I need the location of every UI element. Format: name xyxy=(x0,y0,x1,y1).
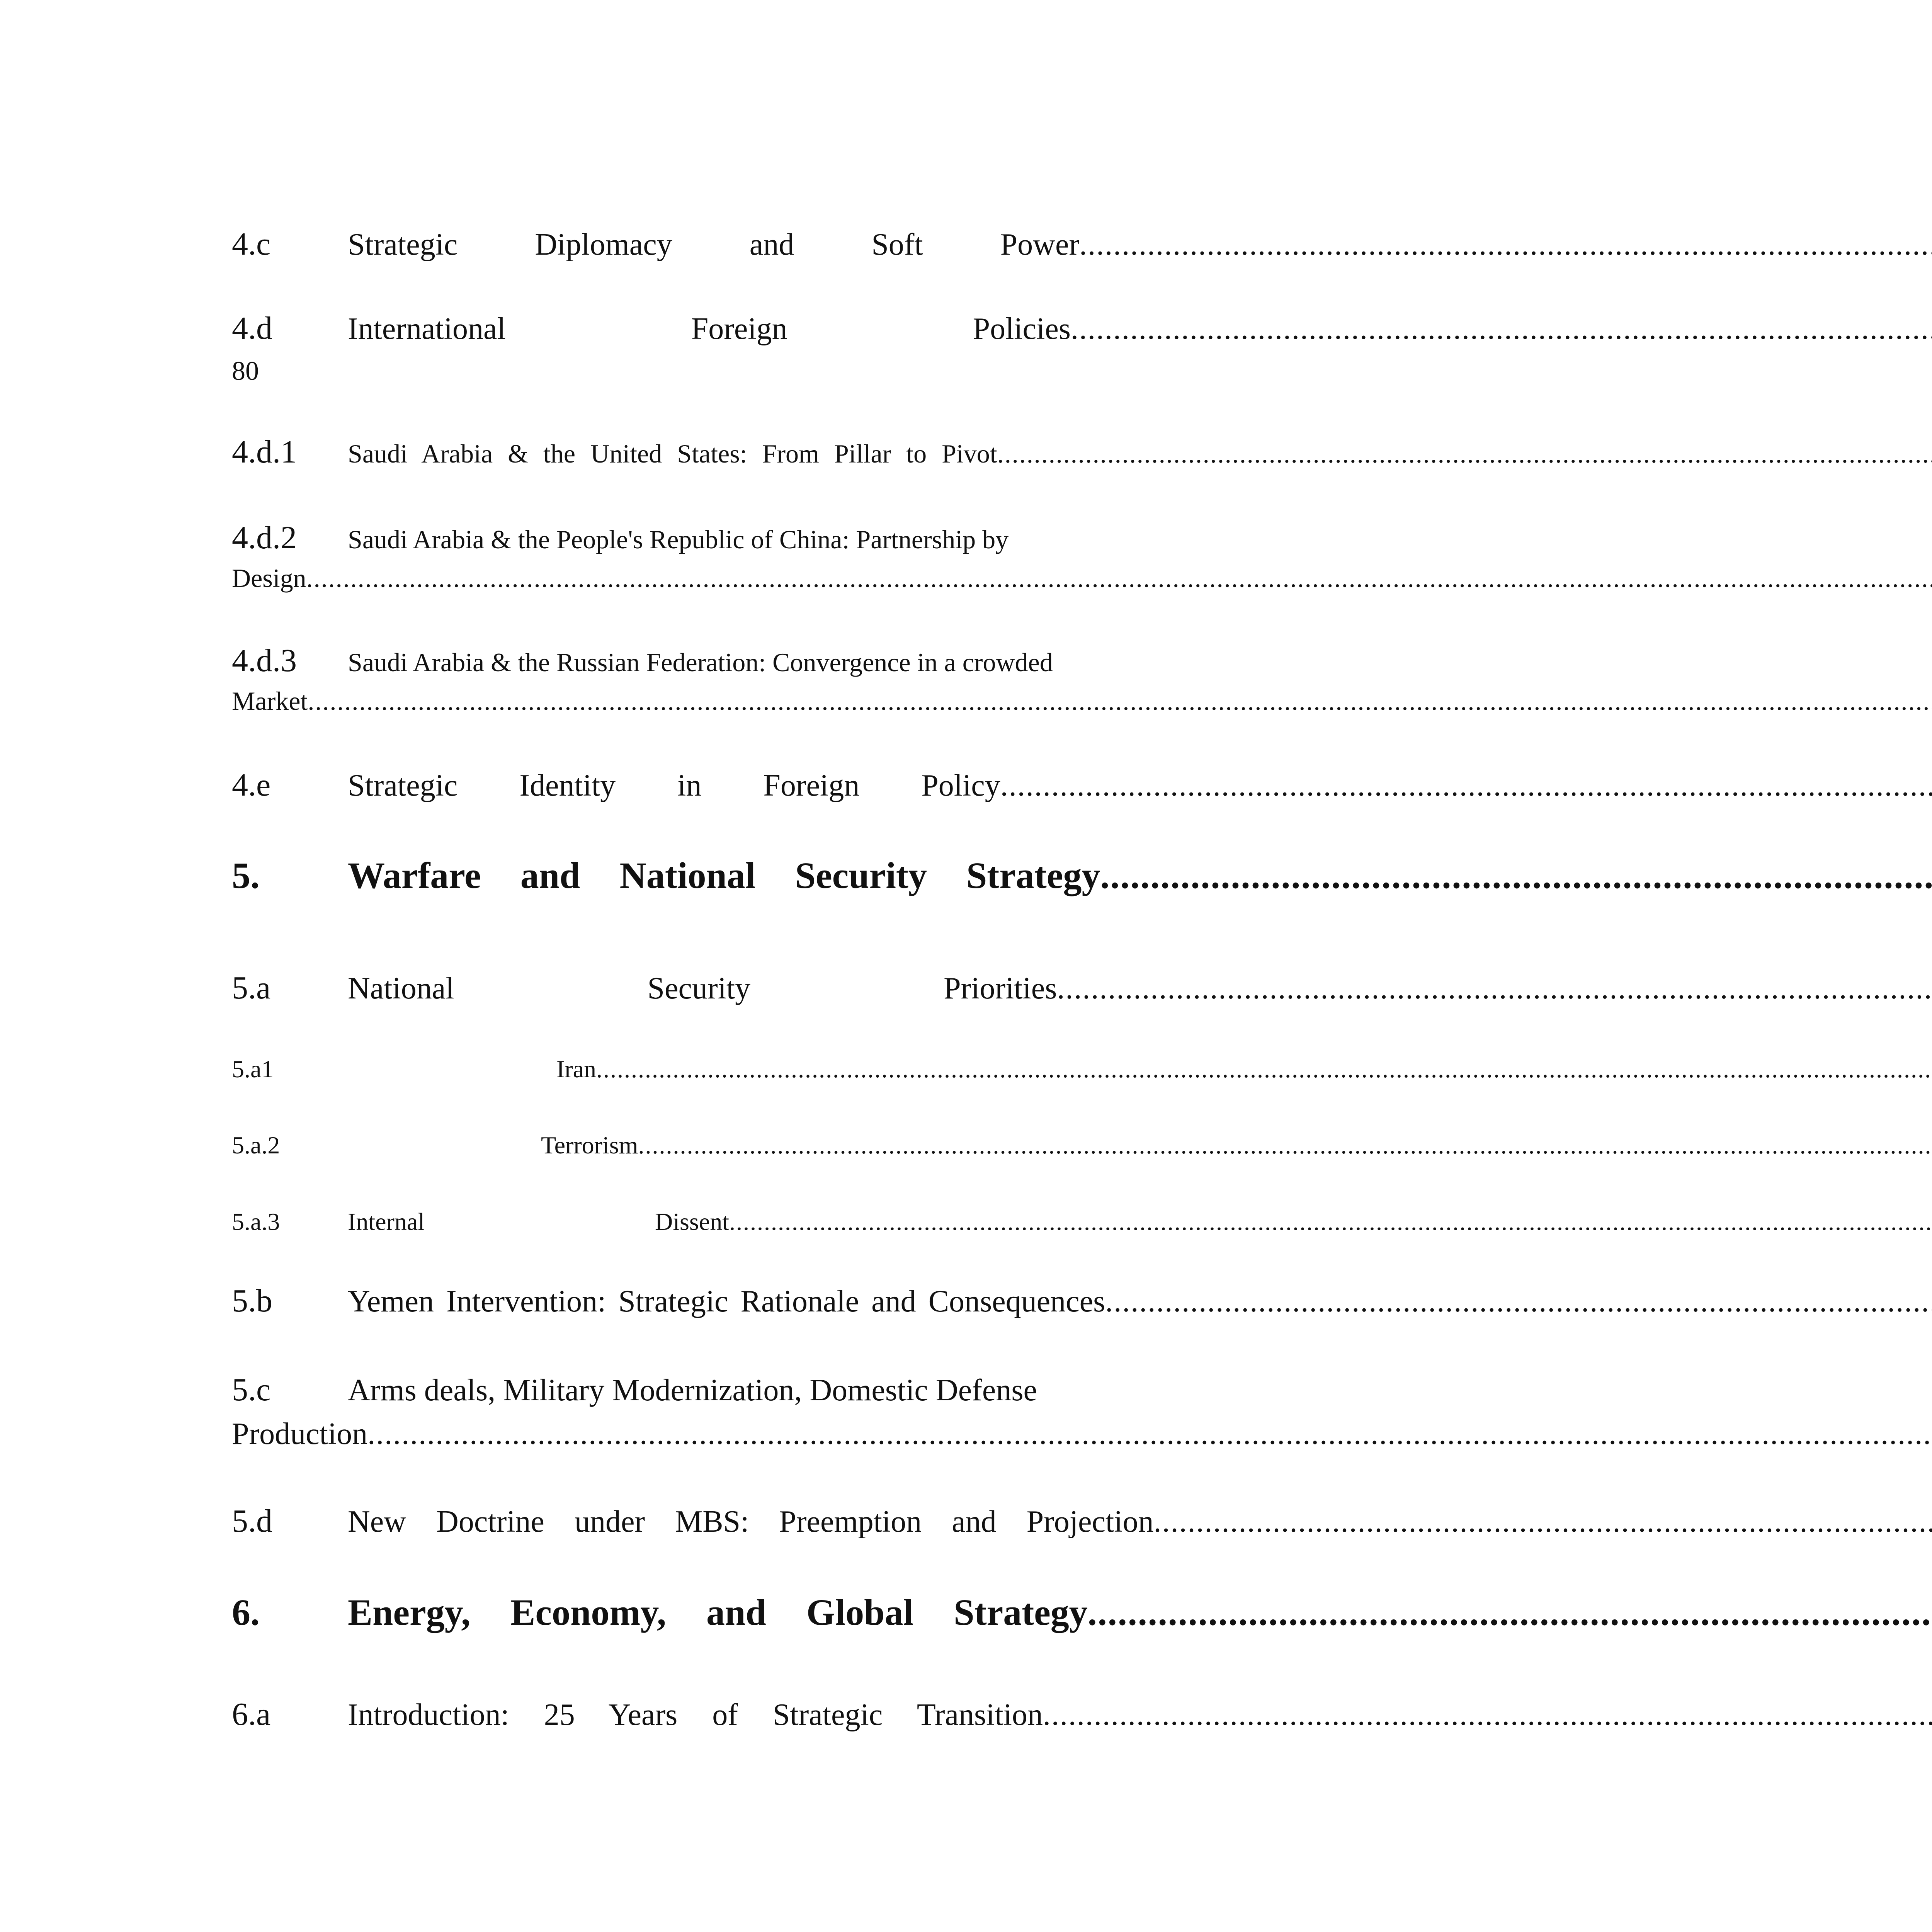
toc-leader xyxy=(1079,229,1932,260)
toc-number: 6.a xyxy=(232,1696,271,1732)
toc-entry-5a1[interactable] xyxy=(232,1057,1202,1082)
toc-number: 4.d.1 xyxy=(232,434,297,470)
toc-title-continued: Production xyxy=(232,1417,368,1451)
toc-entry-5[interactable] xyxy=(232,857,1202,894)
toc-entry-5b[interactable] xyxy=(232,1285,1202,1317)
toc-leader xyxy=(638,1133,1932,1158)
toc-title: Iran xyxy=(556,1055,597,1083)
toc-leader xyxy=(1043,1699,1932,1730)
toc-title-continued: Market xyxy=(232,686,308,716)
toc-leader xyxy=(596,1057,1932,1082)
toc-entry-5a3[interactable] xyxy=(232,1209,1202,1234)
toc-entry-4d1[interactable] xyxy=(232,436,1202,468)
toc-entry-5d[interactable] xyxy=(232,1505,1202,1537)
toc-title: Saudi Arabia & the Russian Federation: Convergence in a crowded xyxy=(348,648,1053,677)
toc-entry-4d2[interactable] xyxy=(232,522,1202,591)
toc-leader xyxy=(1000,770,1932,801)
toc-title: Energy, Economy, and Global Strategy xyxy=(348,1592,1088,1633)
toc-leader xyxy=(997,440,1932,467)
toc-title: Arms deals, Military Modernization, Domestic Defense xyxy=(348,1373,1037,1407)
toc-leader xyxy=(308,688,1932,714)
toc-title-continued: Design xyxy=(232,563,306,593)
toc-entry-5a[interactable] xyxy=(232,972,1202,1004)
toc-title: Strategic Identity in Foreign Policy xyxy=(348,769,1000,803)
toc-entry-5a2[interactable] xyxy=(232,1133,1202,1158)
toc-leader xyxy=(1071,313,1341,344)
toc-entry-6[interactable] xyxy=(232,1594,1202,1631)
toc-leader xyxy=(1100,857,1932,894)
toc-leader xyxy=(1088,1594,1932,1631)
toc-leader xyxy=(1057,973,1932,1004)
toc-number: 5.a.2 xyxy=(232,1131,280,1159)
toc-number: 4.d.2 xyxy=(232,520,297,556)
toc-number: 5.a1 xyxy=(232,1055,274,1083)
toc-title: Yemen Intervention: Strategic Rationale and Consequences xyxy=(348,1284,1105,1318)
toc-title: Terrorism xyxy=(541,1131,638,1159)
toc-entry-4c[interactable] xyxy=(232,228,1202,260)
toc-title: National Security Priorities xyxy=(348,971,1057,1005)
toc-leader xyxy=(306,565,1932,591)
toc-entry-4d[interactable] xyxy=(232,312,1202,385)
toc-title: Warfare and National Security Strategy xyxy=(348,855,1100,896)
toc-number: 4.c xyxy=(232,226,271,262)
toc-number: 4.d xyxy=(232,310,272,346)
toc-entry-4d3[interactable] xyxy=(232,645,1202,714)
toc-title: Internal Dissent xyxy=(348,1208,729,1235)
toc-number: 5.a.3 xyxy=(232,1208,280,1235)
toc-page-number: 80 xyxy=(232,356,259,386)
toc-leader xyxy=(1105,1286,1932,1317)
toc-number: 5.a xyxy=(232,970,271,1006)
toc-number: 4.e xyxy=(232,767,271,803)
toc-number: 5.d xyxy=(232,1503,272,1539)
toc-title: Saudi Arabia & the People's Republic of China: Partnership by xyxy=(348,525,1009,554)
toc-entry-4e[interactable] xyxy=(232,769,1202,801)
toc-number: 5.c xyxy=(232,1372,271,1408)
toc-number: 4.d.3 xyxy=(232,643,297,679)
toc-leader xyxy=(1153,1506,1932,1537)
toc-title: Introduction: 25 Years of Strategic Transition xyxy=(348,1698,1043,1732)
toc-number: 5. xyxy=(232,855,260,896)
toc-entry-5c[interactable] xyxy=(232,1374,1202,1449)
toc-leader xyxy=(729,1209,1932,1234)
toc-title: Strategic Diplomacy and Soft Power xyxy=(348,228,1080,262)
toc-title: New Doctrine under MBS: Preemption and Projection xyxy=(348,1505,1154,1539)
toc-title: International Foreign Policies xyxy=(348,312,1071,346)
toc-entry-6a[interactable] xyxy=(232,1698,1202,1731)
toc-number: 6. xyxy=(232,1592,260,1633)
toc-number: 5.b xyxy=(232,1283,272,1319)
toc-leader xyxy=(367,1418,1932,1449)
toc-title: Saudi Arabia & the United States: From Pillar to Pivot xyxy=(348,439,997,468)
